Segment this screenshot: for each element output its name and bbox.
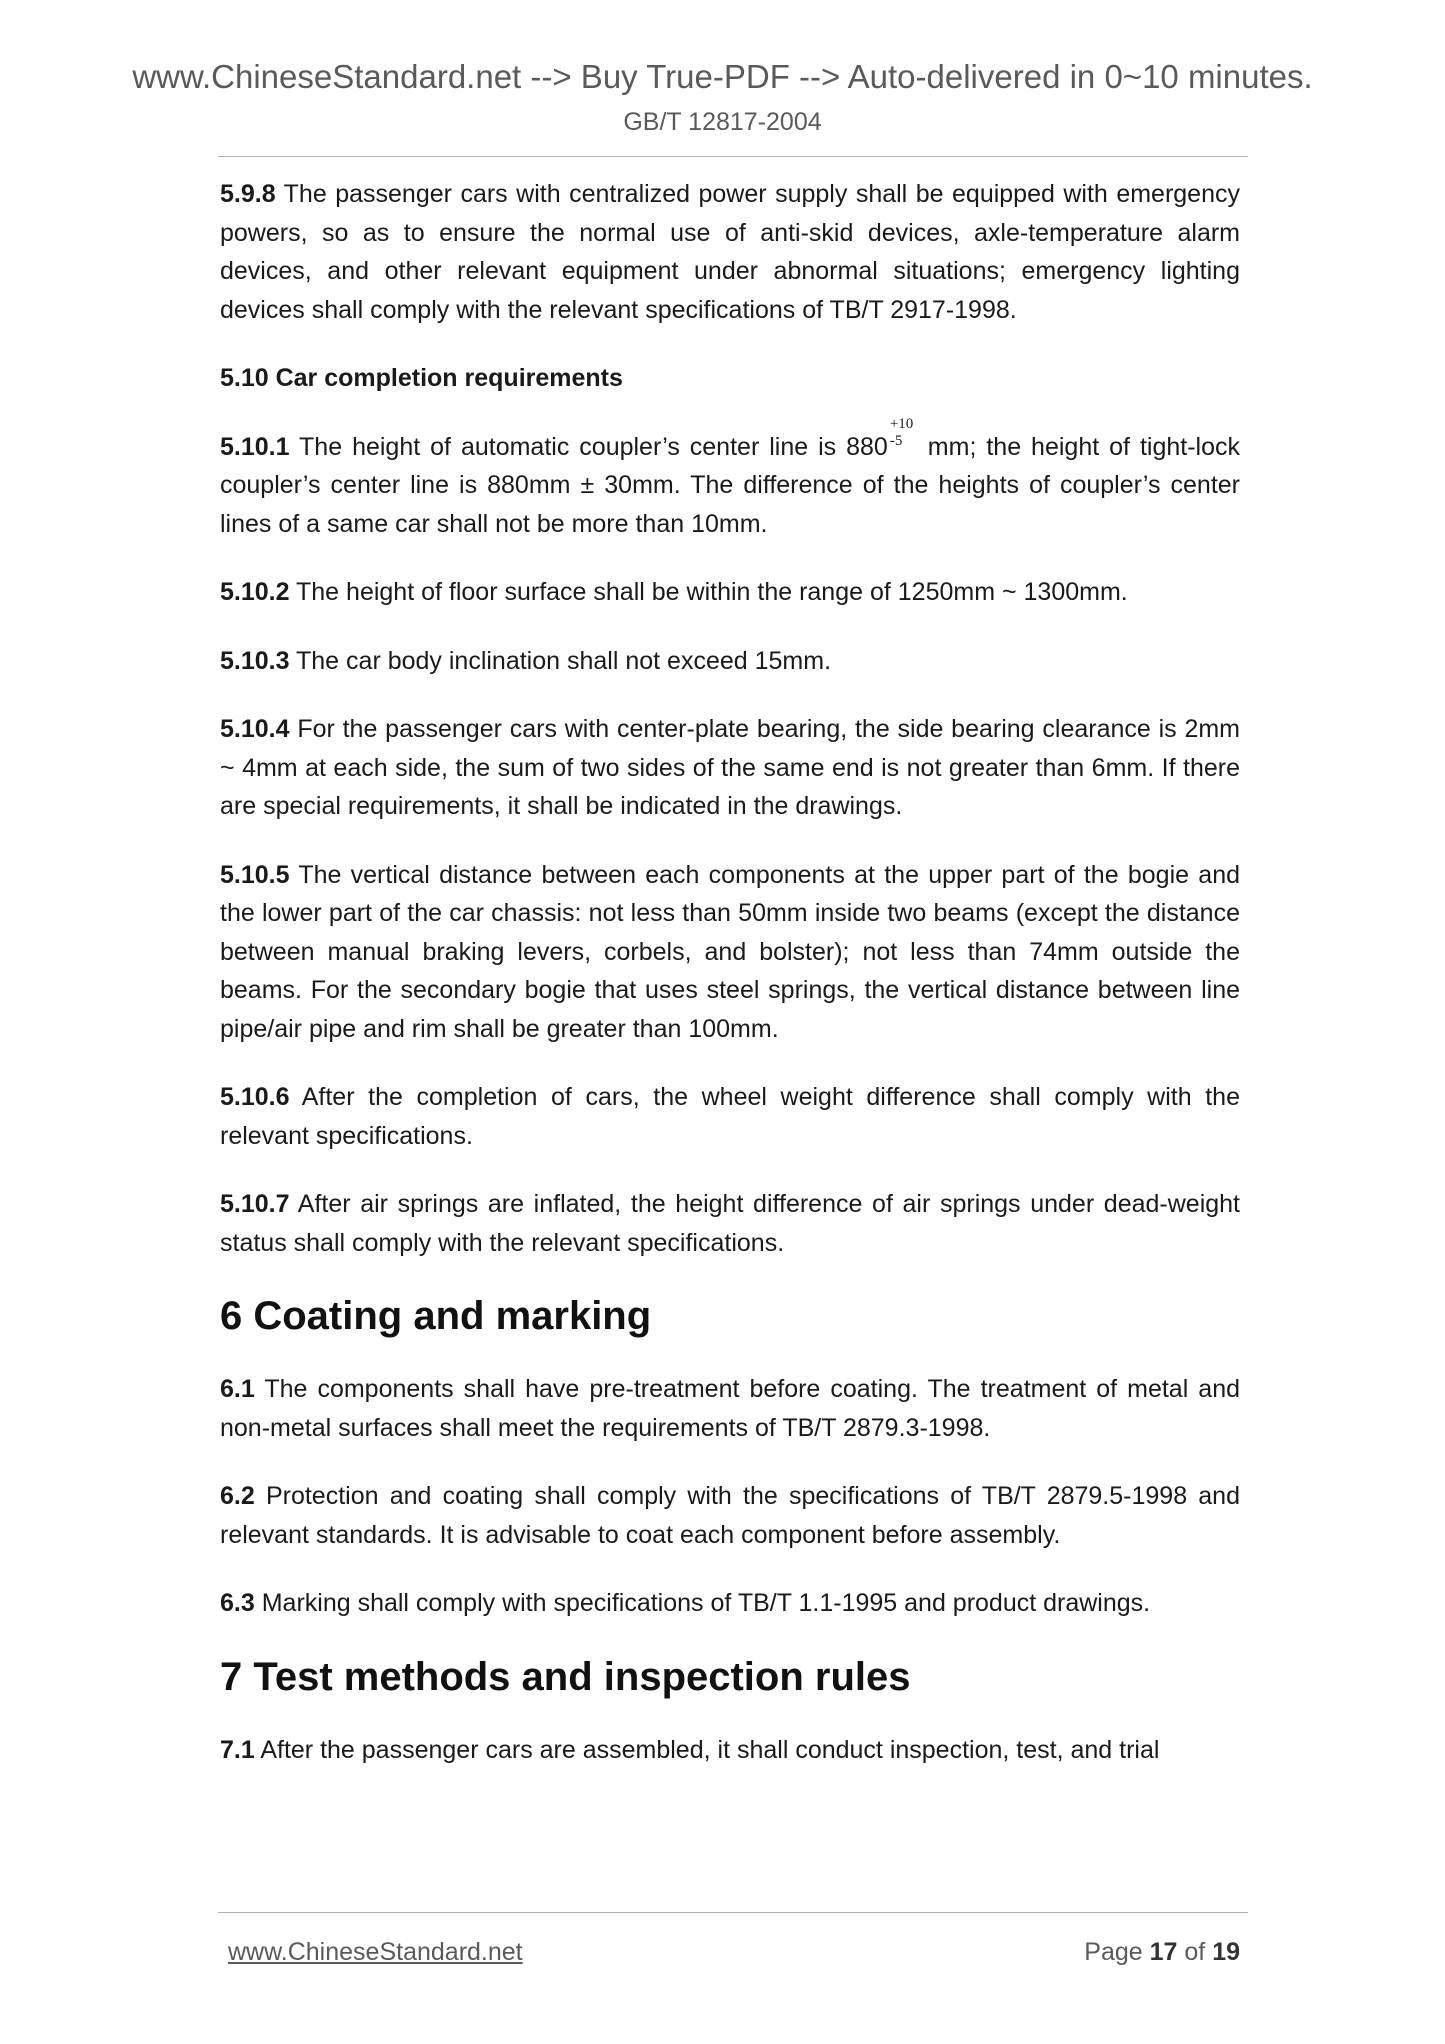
page-indicator [1084,1938,1240,1967]
clause-text-before: The height of automatic coupler’s center line is 880 [289,432,888,461]
clause-text: The vertical distance between each components at the upper part of the bogie and the lower part of the car chassis: not less than 50mm inside two beams (except the distance between manual braking levers, corbels, and bolster); not less than 74mm outside the beams. For the secondary bogie that uses steel springs, the vertical distance between line pipe/air pipe and rim shall be greater than 100mm. [220,860,1240,1043]
clause-text: Protection and coating shall comply with the specifications of TB/T 2879.5-1998 and relevant standards. It is advisable to coat each component before assembly. [220,1482,1240,1549]
clause-number: 5.10.6 [220,1083,290,1111]
clause-5-10-3 [220,642,1240,681]
clause-7-1 [220,1731,1240,1770]
clause-text: The car body inclination shall not exceed 15mm. [289,646,832,675]
tolerance-upper: +10 [889,415,914,432]
clause-5-10-5 [220,856,1240,1049]
clause-6-1 [220,1370,1240,1447]
section-heading-7: 7 Test methods and inspection rules [220,1654,911,1699]
clause-text: Marking shall comply with specifications of TB/T 1.1-1995 and product drawings. [254,1589,1151,1617]
clause-5-10-6 [220,1078,1240,1155]
clause-6-2 [220,1477,1240,1554]
header-divider [218,156,1248,157]
clause-text: The height of floor surface shall be within the range of 1250mm ~ 1300mm. [289,578,1128,606]
subsection-heading-5-10: 5.10 Car completion requirements [220,364,623,392]
clause-number: 6.3 [220,1589,255,1617]
clause-text: After the passenger cars are assembled, it shall conduct inspection, test, and trial [254,1735,1160,1764]
clause-number: 5.9.8 [220,180,276,208]
clause-5-9-8 [220,175,1240,329]
clause-number: 5.10.7 [220,1190,290,1218]
clause-text: For the passenger cars with center-plate bearing, the side bearing clearance is 2mm ~ 4mm at each side, the sum of two sides of the same end is not greater than 6mm. If there are special requirements, it shall be indicated in the drawings. [220,715,1240,820]
tolerance [888,415,918,455]
tolerance-lower: -5 [889,432,903,449]
page-label: Page [1084,1938,1143,1966]
footer-divider [218,1912,1248,1913]
clause-text: The components shall have pre-treatment before coating. The treatment of metal and non-metal surfaces shall meet the requirements of TB/T 2879.3-1998. [220,1375,1240,1442]
clause-6-3 [220,1584,1240,1623]
clause-number: 6.1 [220,1375,255,1403]
clause-number: 5.10.1 [220,432,290,461]
clause-number: 5.10.3 [220,646,290,675]
standard-number: GB/T 12817-2004 [623,108,822,136]
clause-number: 6.2 [220,1482,255,1510]
page-current: 17 [1149,1938,1178,1966]
clause-number: 5.10.2 [220,578,290,606]
page-total: 19 [1212,1938,1240,1966]
clause-5-10-1 [220,415,1240,544]
page-content [220,175,1240,1799]
section-heading-6: 6 Coating and marking [220,1294,652,1338]
clause-text: The passenger cars with centralized power supply shall be equipped with emergency powers, so as to ensure the normal use of anti-skid devices, axle-temperature alarm devices, and other relevant equipment under abnormal situations; emergency lighting devices shall comply with the relevant specifications of TB/T 2917-1998. [220,180,1240,324]
clause-number: 5.10.5 [220,860,290,889]
clause-text: After air springs are inflated, the height difference of air springs under dead-weight status shall comply with the relevant specifications. [220,1190,1240,1257]
clause-text-after: mm; the height of tight-lock coupler’s center line is 880mm ± 30mm. The difference of the heights of coupler’s center lines of a same car shall not be more than 10mm. [220,432,1240,538]
clause-text: After the completion of cars, the wheel weight difference shall comply with the relevant specifications. [220,1083,1240,1150]
footer-site-link[interactable]: www.ChineseStandard.net [228,1938,523,1966]
clause-5-10-4 [220,710,1240,826]
clause-5-10-2 [220,573,1240,612]
page-of: of [1184,1938,1206,1966]
clause-number: 7.1 [220,1735,255,1764]
header-banner[interactable]: www.ChineseStandard.net --> Buy True-PDF --> Auto-delivered in 0~10 minutes. [132,58,1313,95]
clause-number: 5.10.4 [220,715,290,743]
clause-5-10-7 [220,1185,1240,1262]
